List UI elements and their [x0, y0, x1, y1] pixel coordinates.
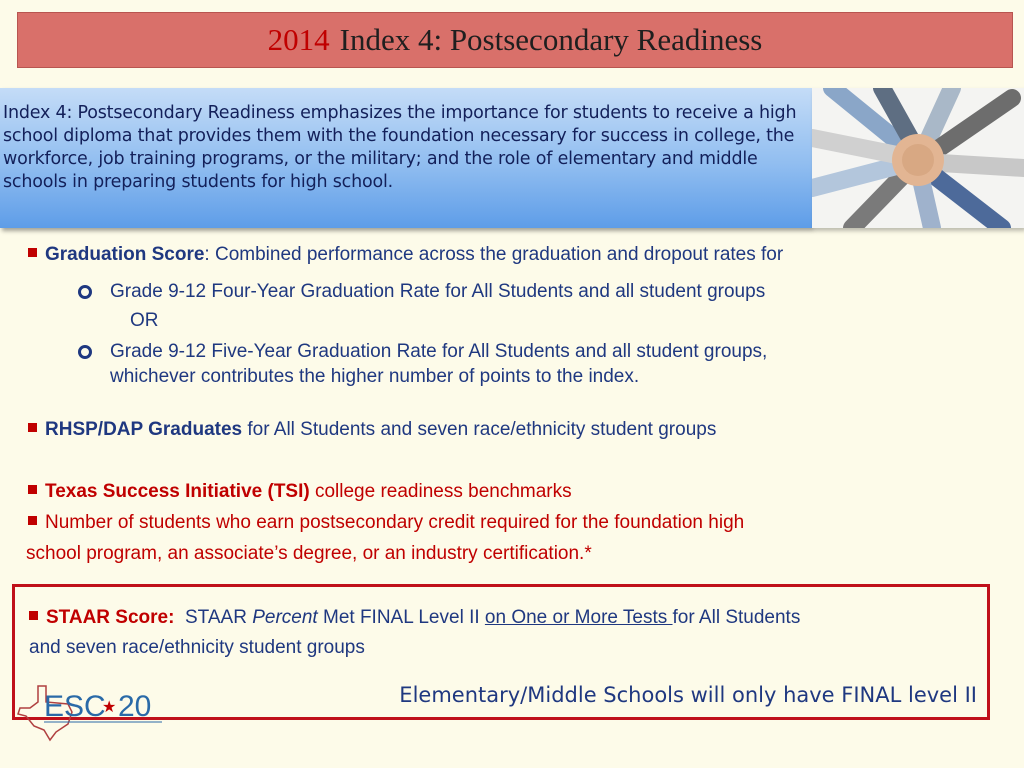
staar-t1: STAAR — [174, 607, 253, 628]
staar-text — [29, 603, 800, 663]
square-bullet-icon — [28, 248, 37, 257]
intro-box — [0, 88, 812, 228]
square-bullet-icon — [28, 423, 37, 432]
grad-item-2-line2: whichever contributes the higher number of points to the index. — [110, 366, 640, 387]
staar-t5: for All Students — [672, 607, 801, 628]
graduation-label: Graduation Score — [45, 244, 205, 265]
or-text: OR — [130, 310, 159, 331]
tsi-label: Texas Success Initiative (TSI) — [45, 481, 310, 502]
grad-item-2-line1: Grade 9-12 Five-Year Graduation Rate for All Students and all student groups, — [110, 341, 768, 362]
credit-line2: school program, an associate’s degree, or an industry certification.* — [26, 543, 592, 564]
credit-bullet — [28, 512, 744, 534]
circle-bullet-icon — [78, 285, 92, 299]
graduation-text: : Combined performance across the graduation and dropout rates for — [204, 244, 784, 265]
staar-t3: Met FINAL Level II — [317, 607, 485, 628]
tsi-bullet — [28, 481, 572, 503]
square-bullet-icon — [29, 611, 38, 620]
title-year: 2014 — [267, 22, 330, 57]
hands-image — [812, 88, 1024, 228]
staar-line1 — [29, 603, 800, 633]
credit-line1: Number of students who earn postsecondary credit required for the foundation high — [45, 512, 745, 533]
title-text: Index 4: Postsecondary Readiness — [339, 22, 763, 57]
staar-line2: and seven race/ethnicity student groups — [29, 637, 365, 658]
intro-text: Index 4: Postsecondary Readiness emphasizes the importance for students to receive a high school diploma that provides them with the foundation necessary for success in college, the workforce, job training programs, or the military; and the role of elementary and middle schools in preparing students for high school. — [3, 103, 797, 192]
rhsp-bullet — [28, 419, 716, 441]
logo-star: ★ — [102, 697, 117, 716]
rhsp-text: for All Students and seven race/ethnicity student groups — [242, 419, 717, 440]
esc20-logo — [16, 682, 166, 742]
staar-underlined: on One or More Tests — [484, 607, 673, 628]
square-bullet-icon — [28, 485, 37, 494]
square-bullet-icon — [28, 516, 37, 525]
texas-outline-icon — [16, 682, 166, 742]
rhsp-label: RHSP/DAP Graduates — [45, 419, 243, 440]
grad-item-1-text: Grade 9-12 Four-Year Graduation Rate for All Students and all student groups — [110, 281, 766, 302]
graduation-bullet — [28, 244, 783, 266]
logo-number: 20 — [118, 690, 152, 723]
slide-title — [17, 12, 1013, 68]
tsi-text: college readiness benchmarks — [309, 481, 572, 502]
staar-label: STAAR Score: — [46, 607, 175, 628]
hands-together-photo — [812, 88, 1024, 228]
circle-bullet-icon — [78, 345, 92, 359]
staar-percent: Percent — [252, 607, 318, 628]
elementary-note: Elementary/Middle Schools will only have FINAL level II — [399, 683, 977, 707]
logo-esc: ESC — [44, 690, 106, 723]
